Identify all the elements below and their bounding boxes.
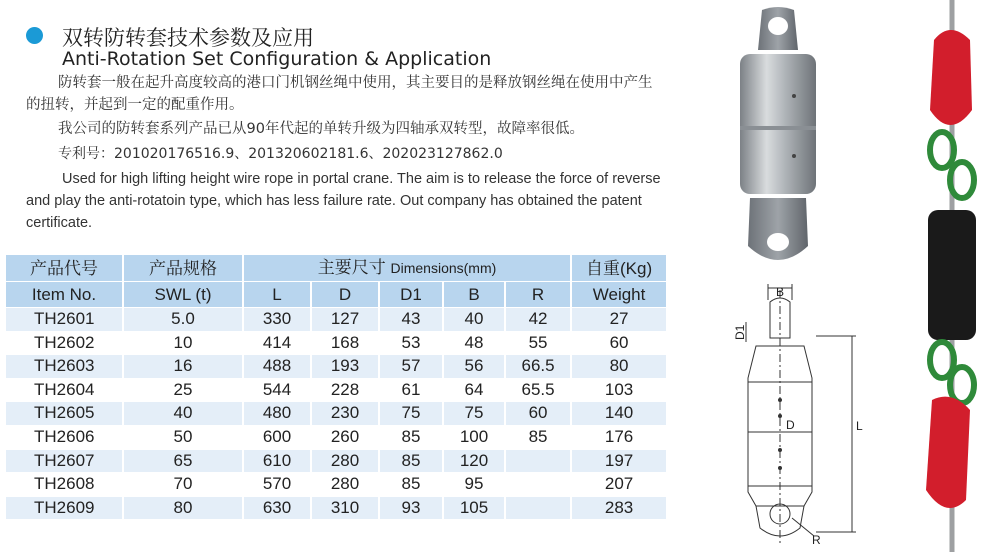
table-cell: 16 xyxy=(123,355,243,379)
table-cell: 630 xyxy=(243,496,311,520)
table-cell: TH2602 xyxy=(6,331,123,355)
table-cell: 60 xyxy=(571,331,667,355)
technical-drawing xyxy=(720,282,870,546)
table-cell xyxy=(505,473,571,497)
header-d1: D1 xyxy=(379,282,443,308)
table-cell: TH2605 xyxy=(6,402,123,426)
header-weight-en: Weight xyxy=(571,282,667,308)
table-row xyxy=(6,449,667,473)
table-row xyxy=(6,496,667,520)
table-cell: 57 xyxy=(379,355,443,379)
table-cell: 64 xyxy=(443,378,505,402)
drawing-label-b: B xyxy=(776,285,785,299)
table-row xyxy=(6,425,667,449)
drawing-label-l: L xyxy=(856,419,863,433)
table-cell: 176 xyxy=(571,425,667,449)
header-swl-en: SWL (t) xyxy=(123,282,243,308)
table-cell xyxy=(505,449,571,473)
table-cell: 544 xyxy=(243,378,311,402)
table-cell: 280 xyxy=(311,473,379,497)
table-cell: 48 xyxy=(443,331,505,355)
header-item-cn: 产品代号 xyxy=(6,255,123,282)
header-swl-cn: 产品规格 xyxy=(123,255,243,282)
table-cell: 93 xyxy=(379,496,443,520)
table-cell: 65 xyxy=(123,449,243,473)
description-cn-1: 防转套一般在起升高度较高的港口门机钢丝绳中使用，其主要目的是释放钢丝绳在使用中产生的扭转，并起到一定的配重作用。 xyxy=(26,75,653,113)
description-cn-2: 我公司的防转套系列产品已从90年代起的单转升级为四轴承双转型，故障率很低。 xyxy=(58,121,584,137)
table-cell: 75 xyxy=(443,402,505,426)
table-cell: 55 xyxy=(505,331,571,355)
table-cell: 85 xyxy=(379,425,443,449)
page-subtitle: Anti-Rotation Set Configuration & Application xyxy=(62,48,492,70)
table-cell: 280 xyxy=(311,449,379,473)
table-cell: TH2609 xyxy=(6,496,123,520)
table-row xyxy=(6,402,667,426)
table-cell: 85 xyxy=(505,425,571,449)
header-item-en: Item No. xyxy=(6,282,123,308)
table-row xyxy=(6,331,667,355)
drawing-label-r: R xyxy=(812,533,821,546)
table-cell: 100 xyxy=(443,425,505,449)
rigging-assembly-photo xyxy=(906,0,990,552)
table-cell: 414 xyxy=(243,331,311,355)
table-row xyxy=(6,355,667,379)
table-row xyxy=(6,308,667,332)
table-cell: 43 xyxy=(379,308,443,332)
table-cell: 330 xyxy=(243,308,311,332)
table-cell: 66.5 xyxy=(505,355,571,379)
spec-table xyxy=(6,255,668,520)
table-cell: 25 xyxy=(123,378,243,402)
table-cell: 75 xyxy=(379,402,443,426)
table-cell: 27 xyxy=(571,308,667,332)
table-cell: 65.5 xyxy=(505,378,571,402)
table-row xyxy=(6,378,667,402)
table-cell: 70 xyxy=(123,473,243,497)
table-cell: 103 xyxy=(571,378,667,402)
table-cell: 85 xyxy=(379,473,443,497)
table-cell: 5.0 xyxy=(123,308,243,332)
table-cell: 127 xyxy=(311,308,379,332)
patent-numbers: 专利号：201020176516.9、201320602181.6、202023127862.0 xyxy=(58,146,503,162)
table-cell: 40 xyxy=(123,402,243,426)
table-cell: 95 xyxy=(443,473,505,497)
drawing-label-d1: D1 xyxy=(733,324,747,340)
table-cell: TH2601 xyxy=(6,308,123,332)
header-d: D xyxy=(311,282,379,308)
header-dimensions xyxy=(243,255,571,282)
page-title: 双转防转套技术参数及应用 xyxy=(62,26,314,50)
table-cell: 230 xyxy=(311,402,379,426)
table-cell: 228 xyxy=(311,378,379,402)
table-cell: 53 xyxy=(379,331,443,355)
table-cell: 168 xyxy=(311,331,379,355)
table-cell: 140 xyxy=(571,402,667,426)
table-cell: 570 xyxy=(243,473,311,497)
table-cell: 10 xyxy=(123,331,243,355)
table-cell: TH2606 xyxy=(6,425,123,449)
header-b: B xyxy=(443,282,505,308)
table-cell: 61 xyxy=(379,378,443,402)
table-cell: 207 xyxy=(571,473,667,497)
header-weight-cn: 自重(Kg) xyxy=(571,255,667,282)
table-row xyxy=(6,473,667,497)
table-cell: TH2607 xyxy=(6,449,123,473)
table-cell: 40 xyxy=(443,308,505,332)
table-cell: 197 xyxy=(571,449,667,473)
table-cell: TH2603 xyxy=(6,355,123,379)
table-cell: TH2608 xyxy=(6,473,123,497)
table-cell: 600 xyxy=(243,425,311,449)
blue-circle-icon xyxy=(26,27,43,44)
table-cell: 85 xyxy=(379,449,443,473)
table-cell: 283 xyxy=(571,496,667,520)
anti-rotation-set-photo xyxy=(736,6,820,268)
drawing-label-d: D xyxy=(786,418,795,432)
table-cell: 610 xyxy=(243,449,311,473)
table-cell: 120 xyxy=(443,449,505,473)
header-dim-en: Dimensions(mm) xyxy=(390,260,497,276)
table-cell: 80 xyxy=(123,496,243,520)
table-cell: 260 xyxy=(311,425,379,449)
table-cell: 480 xyxy=(243,402,311,426)
table-cell: TH2604 xyxy=(6,378,123,402)
table-cell xyxy=(505,496,571,520)
header-l: L xyxy=(243,282,311,308)
table-cell: 60 xyxy=(505,402,571,426)
header-r: R xyxy=(505,282,571,308)
description-en: Used for high lifting height wire rope in portal crane. The aim is to release the force of reverse and play the anti-rotatoin type, which has less failure rate. Out company has obtained the patent certificate. xyxy=(26,171,661,231)
table-cell: 488 xyxy=(243,355,311,379)
table-cell: 193 xyxy=(311,355,379,379)
table-cell: 105 xyxy=(443,496,505,520)
header-dim-cn: 主要尺寸 xyxy=(317,258,386,277)
table-cell: 50 xyxy=(123,425,243,449)
table-cell: 56 xyxy=(443,355,505,379)
table-cell: 42 xyxy=(505,308,571,332)
table-cell: 80 xyxy=(571,355,667,379)
table-cell: 310 xyxy=(311,496,379,520)
